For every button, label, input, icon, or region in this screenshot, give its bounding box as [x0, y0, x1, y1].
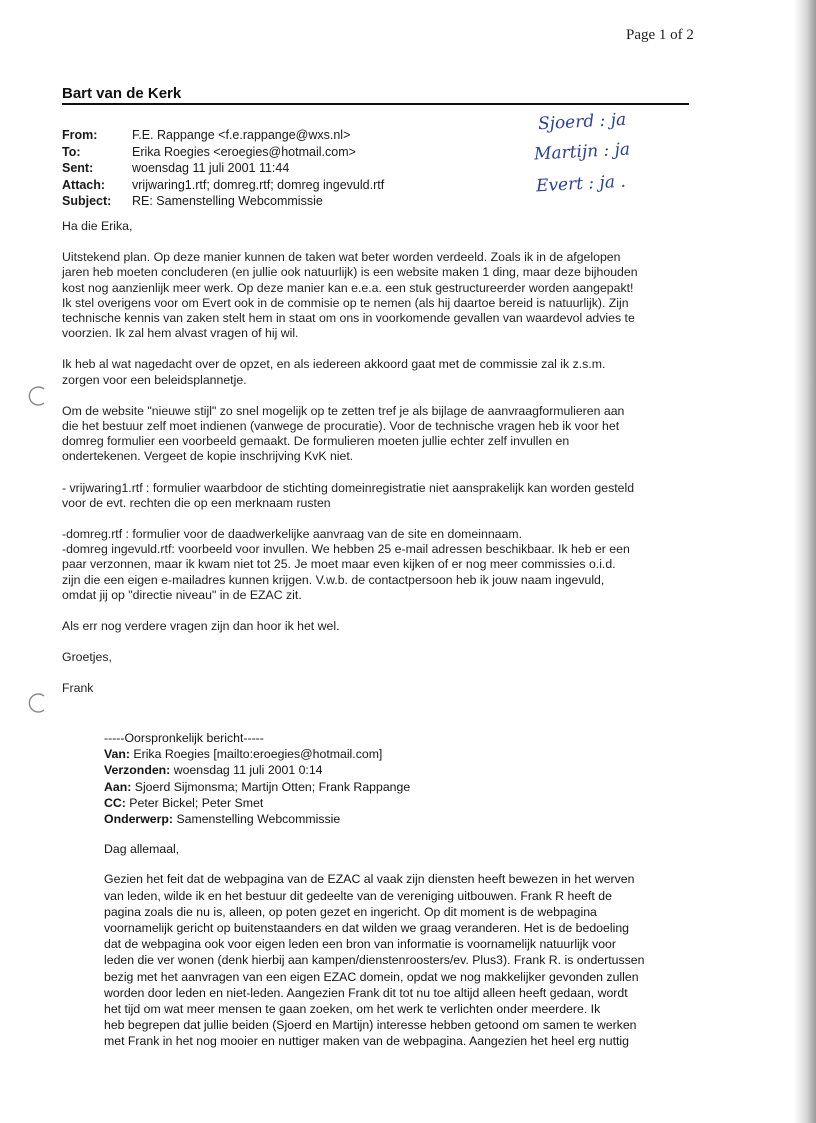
header-value: woensdag 11 juli 2001 11:44 [132, 161, 290, 176]
text-line: technische kennis van zaken stelt hem in staat om ons in voorkomende gevallen van waardevol advies te [62, 311, 635, 326]
greeting: Ha die Erika, [62, 219, 133, 233]
header-value: Erika Roegies <eroegies@hotmail.com> [132, 144, 356, 159]
closing [62, 650, 702, 665]
forward-separator: -----Oorspronkelijk bericht----- [104, 731, 264, 745]
text-line: omdat jij op "directie niveau" in de EZAC zit. [62, 587, 302, 602]
forward-field-to [104, 779, 704, 795]
field-value: Sjoerd Sijmonsma; Martijn Otten; Frank Rappange [134, 779, 411, 794]
forward-field-subject [104, 811, 704, 827]
body-paragraph [62, 619, 702, 634]
handwritten-line: Sjoerd : ja [537, 109, 627, 135]
field-label: Van: [104, 747, 130, 762]
header-label: From: [62, 128, 98, 142]
text-line: met Frank in het nog mooier en nuttiger maken van de webpagina. Aangezien het heel erg nuttig [104, 1034, 630, 1049]
text-line: -domreg ingevuld.rtf: voorbeeld voor invullen. We hebben 25 e-mail adressen beschikbaar. Ik heb er een [62, 542, 630, 557]
text-line: pagina zoals die nu is, alleen, op poten gezet en ingericht. Op dit moment is de webpagina [104, 904, 597, 919]
text-line: Uitstekend plan. Op deze manier kunnen de taken wat beter worden verdeeld. Zoals ik in de afgelopen [62, 250, 621, 265]
text-line: - vrijwaring1.rtf : formulier waarbdoor de stichting domeinregistratie niet aansprakelijk kan worden gesteld [62, 480, 635, 495]
text-line: zorgen voor een beleidsplannetje. [62, 372, 247, 387]
forward-field-from [104, 746, 704, 762]
text-line: kost nog aanzienlijk meer werk. Op deze manier kan e.e.a. een stuk gestructureerder worden aangepakt! [62, 280, 634, 295]
email-body [62, 219, 702, 713]
forwarded-message [104, 730, 704, 1064]
text-line: bezig met het aanvragen van een eigen EZAC domein, opdat we nog makkelijker gevonden zullen [104, 969, 639, 984]
forwarded-body [104, 841, 704, 1049]
header-label: To: [62, 144, 81, 159]
text-line: voornamelijk gericht op buitenstaanders en dat wilden we graag veranderen. Het is de bedoeling [104, 921, 629, 936]
header-value: RE: Samenstelling Webcommissie [132, 194, 323, 209]
header-label: Attach: [62, 177, 106, 192]
field-value: Samenstelling Webcommissie [176, 812, 341, 827]
header-value: F.E. Rappange <f.e.rappange@wxs.nl> [132, 128, 351, 142]
handwritten-line: Martijn : ja [533, 139, 631, 165]
header-attach [62, 177, 384, 194]
field-value: Peter Bickel; Peter Smet [129, 795, 264, 810]
header-to [62, 144, 384, 161]
forward-paragraph [104, 871, 704, 1049]
text-line: zijn die een eigen e-mailadres kunnen krijgen. V.w.b. de contactpersoon heb ik jouw naam ingevuld, [62, 572, 605, 587]
sender-name: Bart van de Kerk [62, 85, 182, 102]
text-line: -domreg.rtf : formulier voor de daadwerkelijke aanvraag van de site en domeinnaam. [62, 527, 523, 542]
body-paragraph [62, 481, 702, 511]
text-line: Dag allemaal, [104, 842, 180, 857]
text-line: domreg formulier een voorbeeld gemaakt. De formulieren moeten jullie echter zelf invullen en [62, 434, 570, 449]
field-value: Erika Roegies [mailto:eroegies@hotmail.com] [133, 747, 383, 762]
forward-greeting [104, 841, 704, 857]
header-value: vrijwaring1.rtf; domreg.rtf; domreg ingevuld.rtf [132, 177, 385, 192]
text-line: dat de webpagina ook voor eigen leden een bron van informatie is voornamelijk natuurlijk voor [104, 937, 616, 952]
text-line: Frank [62, 681, 94, 696]
signature [62, 681, 702, 696]
text-line: die het bestuur zelf moet indienen (vanwege de procuratie). Voor de technische vragen heb ik voor het [62, 419, 620, 434]
text-line: worden door leden en niet-leden. Aangezien Frank dit tot nu toe altijd alleen heeft gedaan, wordt [104, 985, 628, 1000]
punch-hole-bottom [26, 692, 48, 714]
text-line: Als err nog verdere vragen zijn dan hoor ik het wel. [62, 619, 340, 634]
header-subject [62, 193, 384, 210]
body-paragraph [62, 527, 702, 603]
body-paragraph [62, 250, 702, 341]
text-line: van leden, wilde ik en het bestuur dit gedeelte van de vereniging uitbouwen. Frank R heeft de [104, 888, 612, 903]
text-line: Groetjes, [62, 650, 112, 665]
text-line: Ik heb al wat nagedacht over de opzet, en als iedereen akkoord gaat met de commissie zal ik z.s.m. [62, 357, 606, 372]
text-line: ondertekenen. Vergeet de kopie inschrijving KvK niet. [62, 449, 354, 464]
header-divider [62, 103, 689, 105]
field-label: Onderwerp: [104, 812, 174, 827]
header-label: Sent: [62, 161, 94, 176]
forward-field-cc [104, 795, 704, 811]
handwritten-note [530, 109, 680, 212]
text-line: het tijd om wat meer mensen te gaan zoeken, om het werk te verlichten onder meerdere. Ik [104, 1002, 601, 1017]
handwritten-line: Evert : ja . [535, 171, 627, 197]
field-label: Verzonden: [104, 763, 171, 778]
forward-field-sent [104, 762, 704, 778]
page-edge-shadow [794, 0, 816, 1123]
field-label: Aan: [104, 779, 132, 794]
page-number: Page 1 of 2 [626, 27, 694, 43]
body-paragraph [62, 357, 702, 387]
header-from [62, 127, 384, 144]
field-value: woensdag 11 juli 2001 0:14 [173, 763, 323, 778]
text-line: Ik stel overigens voor om Evert ook in de commisie op te nemen (als hij daartoe bereid is natuurlijk). Zijn [62, 295, 629, 310]
header-sent [62, 160, 384, 177]
text-line: heb begrepen dat jullie beiden (Sjoerd en Martijn) interesse hebben getoond om samen te werken [104, 1018, 637, 1033]
text-line: Om de website "nieuwe stijl" zo snel mogelijk op te zetten tref je als bijlage de aanvraagformulieren aan [62, 403, 625, 418]
text-line: voorzien. Ik zal hem alvast vragen of hij wil. [62, 326, 299, 341]
field-label: CC: [104, 795, 126, 810]
text-line: leden die ver wonen (denk hierbij aan kampen/dienstenroosters/ev. Plus3). Frank R. is ondertussen [104, 953, 645, 968]
text-line: voor de evt. rechten die op een merknaam rusten [62, 495, 331, 510]
punch-hole-top [26, 385, 48, 407]
text-line: paar verzonnen, maar ik kwam niet tot 25. Je moet maar even kijken of er nog meer commissies o.i.d. [62, 557, 616, 572]
email-headers [62, 127, 384, 210]
body-paragraph [62, 404, 702, 465]
text-line: jaren heb moeten concluderen (en jullie ook natuurlijk) is een website maken 1 ding, maar deze bijhouden [62, 265, 638, 280]
text-line: Gezien het feit dat de webpagina van de EZAC al vaak zijn diensten heeft bewezen in het werven [104, 872, 635, 887]
header-label: Subject: [62, 194, 112, 209]
